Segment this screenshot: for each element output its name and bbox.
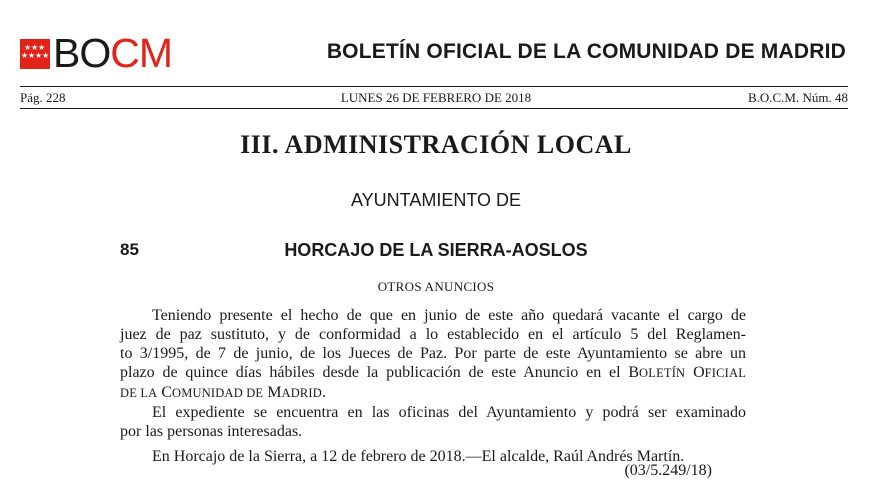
header-rule-bottom	[20, 108, 848, 109]
logo-wordmark	[53, 30, 173, 76]
paragraph-2-line-1: El expediente se encuentra en las oficinas del Ayuntamiento y podrá ser examinado	[152, 404, 746, 421]
madrid-flag-icon: ★ ★ ★ ★ ★ ★ ★	[20, 39, 50, 69]
logo-part-cm: CM	[110, 30, 173, 76]
paragraph-1-line-4-text: plazo de quince días hábiles desde la publicación de este Anuncio en el	[120, 364, 621, 381]
announcement-type: OTROS ANUNCIOS	[377, 279, 495, 294]
bocm-logo	[20, 30, 173, 76]
logo-part-bo: BO	[53, 30, 111, 76]
entity-heading: AYUNTAMIENTO DE	[350, 190, 521, 210]
header-rule-top	[20, 86, 848, 87]
announcement-place: HORCAJO DE LA SIERRA-AOSLOS	[284, 240, 588, 260]
issue-number: B.O.C.M. Núm. 48	[747, 90, 848, 105]
paragraph-1-line-1: Teniendo presente el hecho de que en junio de este año quedará vacante el cargo de	[152, 307, 746, 324]
paragraph-2-line-2: por las personas interesadas.	[120, 423, 303, 440]
paragraph-1-line-5: DE LA COMUNIDAD DE MADRID.	[120, 384, 326, 401]
section-title: III. ADMINISTRACIÓN LOCAL	[240, 130, 632, 159]
announcement-body	[120, 306, 746, 466]
page-number: Pág. 228	[20, 90, 66, 105]
reference-code: (03/5.249/18)	[624, 462, 712, 479]
paragraph-1-line-3: to 3/1995, de 7 de junio, de los Jueces de Paz. Por parte de este Ayuntamiento se abre un	[120, 345, 746, 362]
announcement-number: 85	[120, 240, 139, 259]
paragraph-1-line-4: plazo de quince días hábiles desde la publicación de este Anuncio en el BOLETÍN OFICIAL	[120, 364, 747, 381]
bulletin-title: BOLETÍN OFICIAL DE LA COMUNIDAD DE MADRID	[326, 40, 846, 63]
publication-date: LUNES 26 DE FEBRERO DE 2018	[340, 90, 532, 105]
signature-line: En Horcajo de la Sierra, a 12 de febrero de 2018.—El alcalde, Raúl Andrés Martín.	[152, 448, 685, 465]
paragraph-1-line-2: juez de paz sustituto, y de conformidad a lo establecido en el artículo 5 del Reglamen-	[120, 326, 746, 343]
